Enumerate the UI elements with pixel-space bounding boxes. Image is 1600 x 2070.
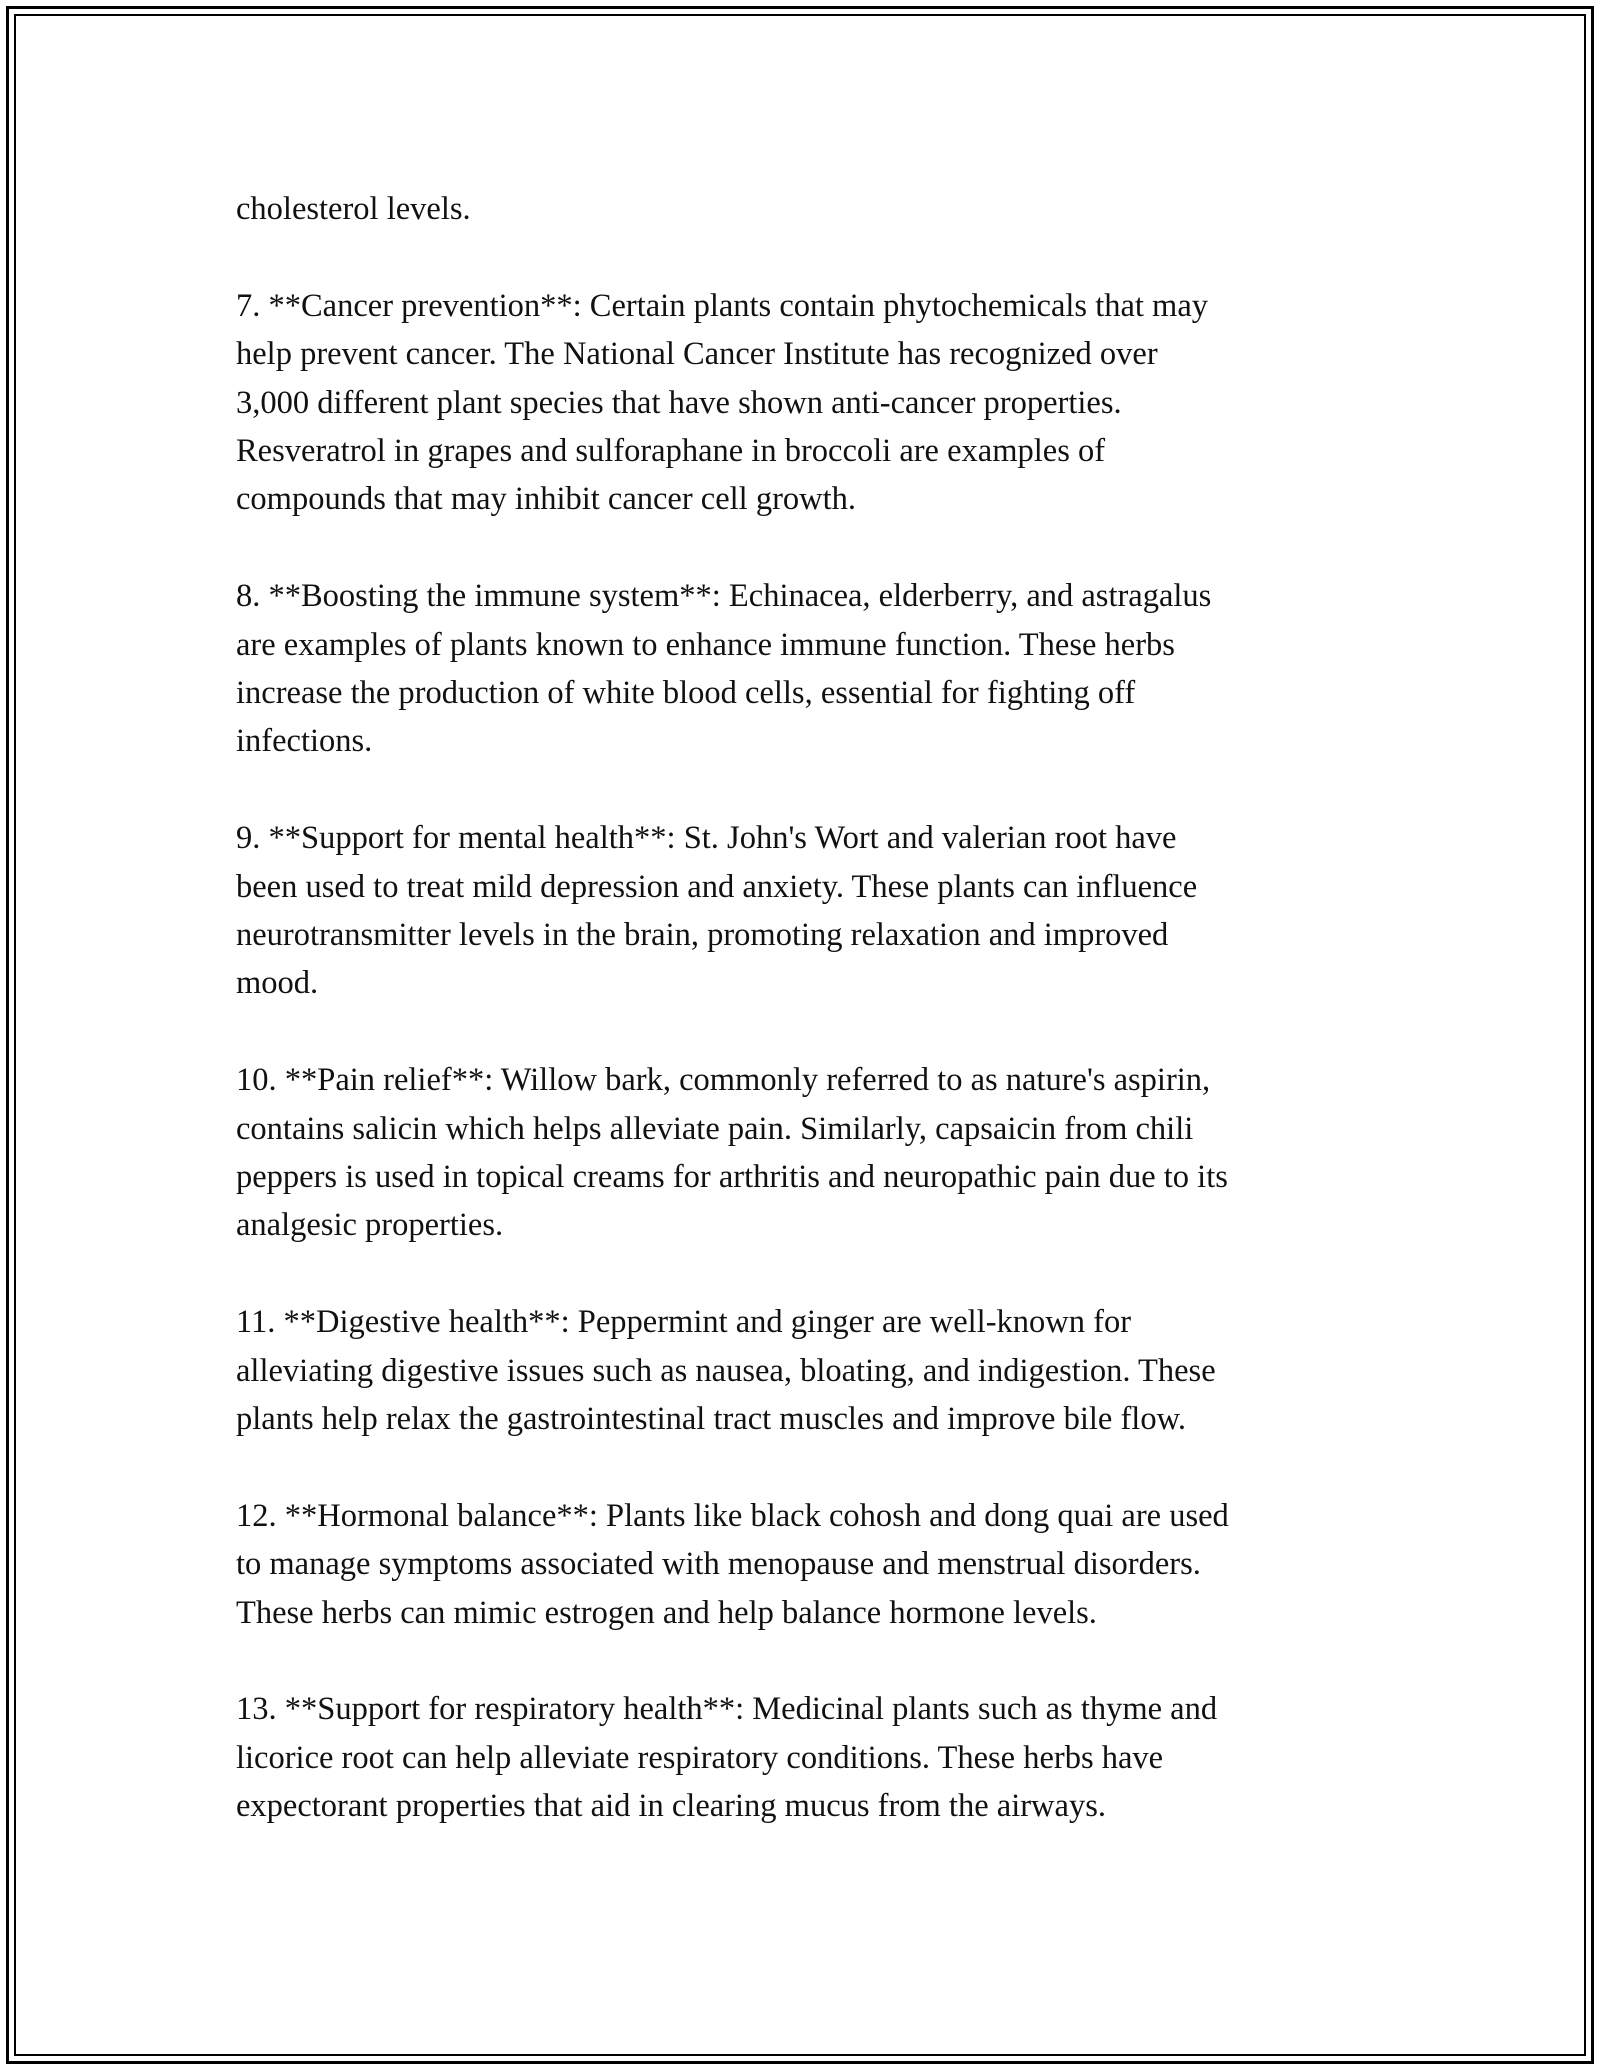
paragraph-immune-system: 8. **Boosting the immune system**: Echinacea, elderberry, and astragalus are examples of plants known to enhance immune function. These herbs increase the production of white blood cells, essential for fighting off infections.: [236, 578, 1212, 760]
paragraph-mental-health: 9. **Support for mental health**: St. John's Wort and valerian root have been used to treat mild depression and anxiety. These plants can influence neurotransmitter levels in the brain, promoting relaxation and improved mood.: [236, 820, 1198, 1002]
paragraph-hormonal-balance: 12. **Hormonal balance**: Plants like black cohosh and dong quai are used to manage symptoms associated with menopause and menstrual disorders. These herbs can mimic estrogen and help balance hormone levels.: [236, 1497, 1229, 1631]
paragraph-cholesterol-continuation: cholesterol levels.: [236, 191, 471, 227]
paragraph-cancer-prevention: 7. **Cancer prevention**: Certain plants contain phytochemicals that may help prevent cancer. The National Cancer Institute has recognized over 3,000 different plant species that have shown anti-cancer properties. Resveratrol in grapes and sulforaphane in broccoli are examples of compounds that may inhibit cancer cell growth.: [236, 287, 1209, 518]
paragraph-digestive-health: 11. **Digestive health**: Peppermint and ginger are well-known for alleviating digestive issues such as nausea, bloating, and indigestion. These plants help relax the gastrointestinal tract muscles and improve bile flow.: [236, 1304, 1216, 1438]
paragraph-respiratory-health: 13. **Support for respiratory health**: Medicinal plants such as thyme and licorice root can help alleviate respiratory conditions. These herbs have expectorant properties that aid in clearing mucus from the airways.: [236, 1691, 1218, 1825]
document-body: [236, 185, 1376, 1879]
paragraph-pain-relief: 10. **Pain relief**: Willow bark, commonly referred to as nature's aspirin, contains salicin which helps alleviate pain. Similarly, capsaicin from chili peppers is used in topical creams for arthritis and neuropathic pain due to its analgesic properties.: [236, 1062, 1228, 1244]
